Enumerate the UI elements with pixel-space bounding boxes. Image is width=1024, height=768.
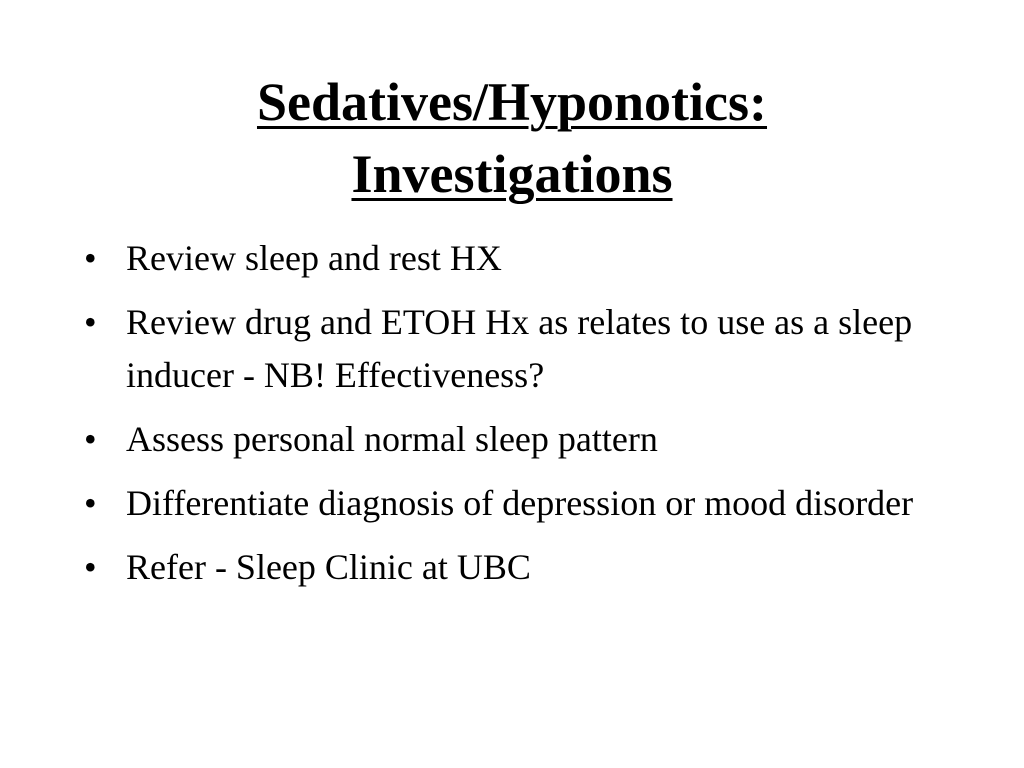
bullet-icon: •: [84, 483, 97, 523]
bullet-item: [84, 541, 964, 594]
slide-title: [0, 66, 1024, 210]
bullet-item: [84, 296, 964, 402]
slide-title-line-2: Investigations: [351, 144, 673, 204]
bullet-item: [84, 232, 964, 285]
bullet-text: Differentiate diagnosis of depression or mood disorder: [126, 483, 914, 523]
slide-title-line-1: Sedatives/Hyponotics:: [256, 72, 768, 132]
bullet-icon: •: [84, 238, 97, 278]
bullet-text: Refer - Sleep Clinic at UBC: [126, 547, 531, 587]
bullet-text: Review sleep and rest HX: [126, 238, 502, 278]
bullet-text: Review drug and ETOH Hx as relates to use as a sleep inducer - NB! Effectiveness?: [126, 302, 913, 395]
bullet-icon: •: [84, 419, 97, 459]
bullet-icon: •: [84, 547, 97, 587]
bullet-icon: •: [84, 302, 97, 342]
bullet-item: [84, 477, 964, 530]
bullet-list: [84, 232, 964, 605]
bullet-item: [84, 413, 964, 466]
bullet-text: Assess personal normal sleep pattern: [126, 419, 658, 459]
